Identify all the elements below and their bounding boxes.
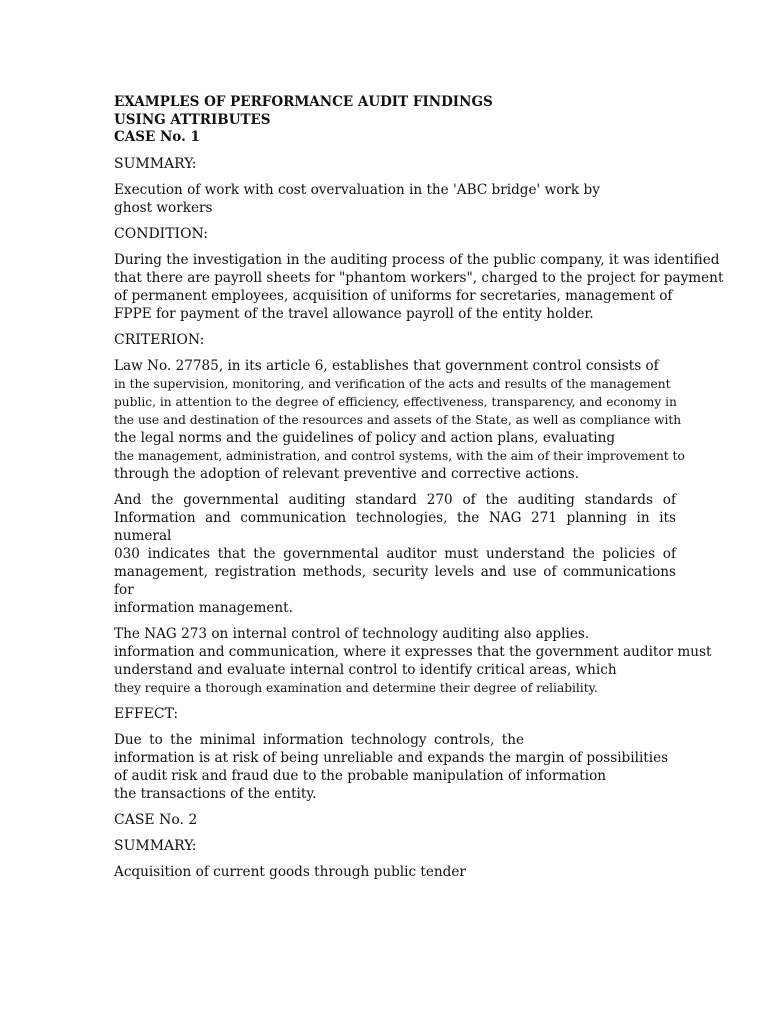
text-line: the management, administration, and control systems, with the aim of their improvement to: [114, 448, 685, 463]
text-line: of permanent employees, acquisition of uniforms for secretaries, management of: [114, 287, 673, 304]
case-2-title: CASE No. 2: [114, 811, 198, 828]
effect-text: [114, 731, 676, 803]
criterion-paragraph-3: [114, 625, 712, 697]
text-line: through the adoption of relevant preventive and corrective actions.: [114, 465, 580, 482]
text-line: management, registration methods, security levels and use of communications for: [114, 563, 676, 598]
case-1-summary-label: SUMMARY:: [114, 155, 197, 172]
text-line: Information and communication technologies, the NAG 271 planning in its numeral: [114, 509, 676, 544]
text-line: of audit risk and fraud due to the probable manipulation of information: [114, 767, 607, 784]
heading-line-2: USING ATTRIBUTES: [114, 111, 271, 128]
case-2-summary-text: [114, 863, 676, 881]
document-body: [114, 94, 724, 889]
case-1-title: CASE No. 1: [114, 129, 200, 145]
text-line: And the governmental auditing standard 270 of the auditing standards of: [114, 491, 676, 508]
text-line: 030 indicates that the governmental auditor must understand the policies of: [114, 545, 676, 562]
text-line: information is at risk of being unreliable and expands the margin of possibilities: [114, 749, 669, 766]
document-heading: [114, 94, 676, 147]
text-line: public, in attention to the degree of efficiency, effectiveness, transparency, and economy in: [114, 394, 677, 409]
case-1-summary-text: [114, 181, 676, 217]
text-line: The NAG 273 on internal control of technology auditing also applies.: [114, 625, 590, 642]
text-line: information management.: [114, 599, 293, 616]
criterion-paragraph-1: [114, 357, 685, 483]
text-line: ghost workers: [114, 199, 213, 216]
text-line: the legal norms and the guidelines of policy and action plans, evaluating: [114, 429, 616, 446]
condition-text: [114, 251, 724, 323]
criterion-label: CRITERION:: [114, 331, 205, 348]
text-line: in the supervision, monitoring, and verification of the acts and results of the management: [114, 376, 671, 391]
text-line: Acquisition of current goods through public tender: [114, 863, 466, 880]
case-2-summary-label: SUMMARY:: [114, 837, 197, 854]
text-line: Law No. 27785, in its article 6, establishes that government control consists of: [114, 357, 659, 374]
text-line: the transactions of the entity.: [114, 785, 317, 802]
text-line: Execution of work with cost overvaluation in the 'ABC bridge' work by: [114, 181, 600, 198]
text-line: information and communication, where it expresses that the government auditor must: [114, 643, 712, 660]
text-line: FPPE for payment of the travel allowance payroll of the entity holder.: [114, 305, 594, 322]
criterion-paragraph-2: [114, 491, 676, 617]
text-line: they require a thorough examination and determine their degree of reliability.: [114, 680, 598, 695]
condition-label: CONDITION:: [114, 225, 209, 242]
text-line: the use and destination of the resources and assets of the State, as well as compliance with: [114, 412, 682, 427]
text-line: Due to the minimal information technology controls, the: [114, 731, 524, 748]
heading-line-1: EXAMPLES OF PERFORMANCE AUDIT FINDINGS: [114, 94, 493, 110]
text-line: understand and evaluate internal control to identify critical areas, which: [114, 661, 617, 678]
text-line: During the investigation in the auditing process of the public company, it was identified: [114, 251, 720, 268]
text-line: that there are payroll sheets for "phantom workers", charged to the project for payment: [114, 269, 724, 286]
effect-label: EFFECT:: [114, 705, 179, 722]
